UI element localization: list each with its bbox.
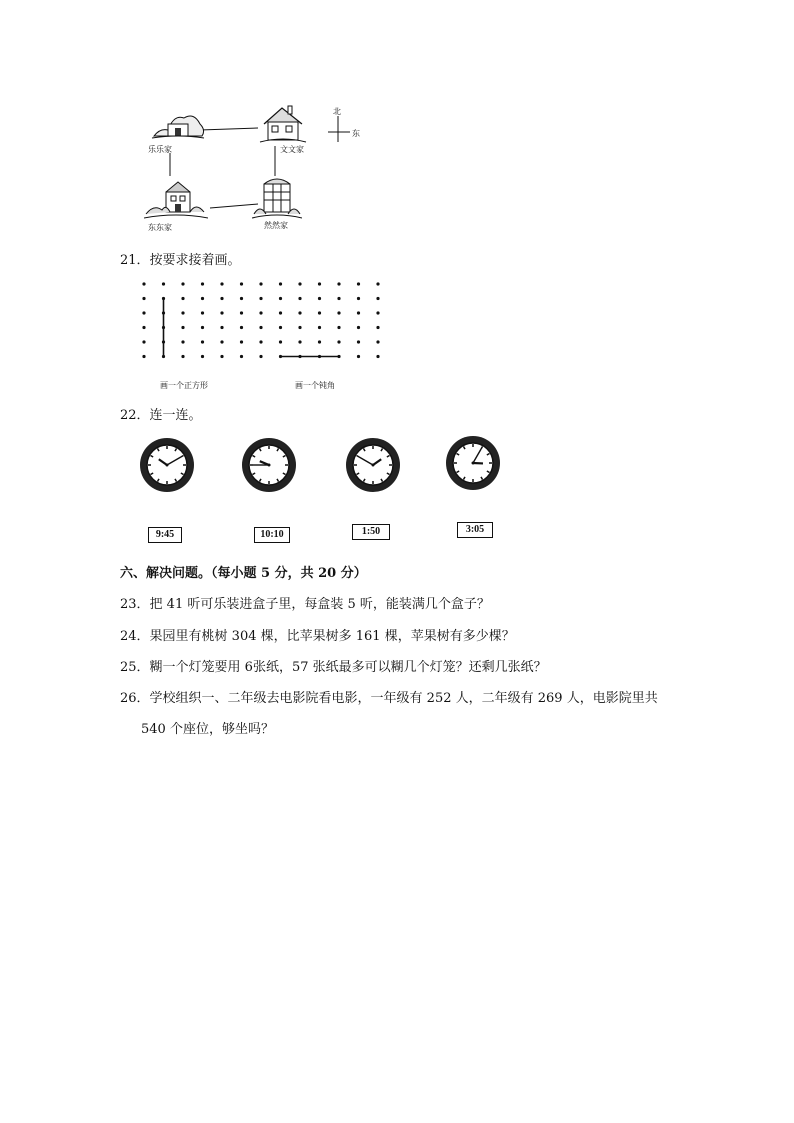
- time-box-3: 1:50: [352, 524, 390, 540]
- house-ranran: [252, 174, 302, 230]
- question-26-line-1: 26．学校组织一、二年级去电影院看电影，一年级有 252 人，二年级有 269 人，电影院里共: [120, 691, 658, 706]
- question-23: 23．把 41 听可乐装进盒子里，每盒装 5 听，能装满几个盒子？: [120, 597, 490, 612]
- grid-dot: [181, 282, 184, 285]
- grid-dot: [318, 282, 321, 285]
- grid-dot: [376, 326, 379, 329]
- grid-dot: [298, 297, 301, 300]
- grid-dot: [318, 297, 321, 300]
- grid-dot: [162, 282, 165, 285]
- grid-dot: [201, 282, 204, 285]
- grid-dot: [279, 282, 282, 285]
- clock-face-3: [344, 436, 402, 494]
- grid-dot: [142, 282, 145, 285]
- grid-dot: [337, 311, 340, 314]
- question-24: 24．果园里有桃树 304 棵，比苹果树多 161 棵，苹果树有多少棵？: [120, 629, 515, 644]
- grid-dot: [142, 355, 145, 358]
- grid-dot: [201, 355, 204, 358]
- grid-dot: [142, 311, 145, 314]
- grid-dot: [357, 355, 360, 358]
- grid-dot: [240, 326, 243, 329]
- house-label: 乐乐家: [148, 145, 172, 154]
- grid-dot: [376, 311, 379, 314]
- grid-dot: [376, 282, 379, 285]
- grid-dot: [259, 340, 262, 343]
- compass-north-label: 北: [333, 107, 341, 116]
- grid-dot: [181, 297, 184, 300]
- clock-center: [166, 464, 169, 467]
- grid-dot: [357, 340, 360, 343]
- grid-dot: [240, 282, 243, 285]
- clock-center: [372, 464, 375, 467]
- house-icon: [252, 174, 302, 220]
- grid-dot: [220, 355, 223, 358]
- grid-dot: [181, 355, 184, 358]
- grid-dot: [298, 340, 301, 343]
- compass-east-label: 东: [352, 129, 360, 138]
- house-label: 然然家: [264, 221, 288, 230]
- grid-dot: [201, 326, 204, 329]
- grid-dot: [240, 340, 243, 343]
- grid-dot: [318, 340, 321, 343]
- grid-dot: [279, 311, 282, 314]
- grid-dot: [240, 311, 243, 314]
- grid-dot: [376, 355, 379, 358]
- grid-dot: [240, 355, 243, 358]
- time-box-2: 10:10: [254, 527, 290, 543]
- grid-dot: [318, 311, 321, 314]
- grid-dot: [259, 297, 262, 300]
- grid-dot: [220, 311, 223, 314]
- house-lele: [148, 106, 206, 154]
- question-26-line-2: 540 个座位，够坐吗？: [141, 722, 274, 737]
- clock-center: [472, 462, 475, 465]
- grid-dot: [220, 297, 223, 300]
- question-21: 21．按要求接着画。: [120, 253, 241, 268]
- grid-dot: [357, 282, 360, 285]
- grid-dot: [337, 326, 340, 329]
- time-box-1: 9:45: [148, 527, 182, 543]
- grid-dot: [220, 326, 223, 329]
- time-box-4: 3:05: [457, 522, 493, 538]
- grid-dot: [279, 326, 282, 329]
- grid-dot: [337, 282, 340, 285]
- clock-face-4: [444, 434, 502, 492]
- compass: [326, 106, 362, 140]
- dot-grid: [138, 278, 398, 368]
- grid-dot: [201, 311, 204, 314]
- grid-dot: [357, 311, 360, 314]
- grid-dot: [259, 355, 262, 358]
- grid-dot: [376, 297, 379, 300]
- grid-dot: [298, 326, 301, 329]
- grid-dot: [298, 311, 301, 314]
- grid-dot: [318, 326, 321, 329]
- question-25: 25．糊一个灯笼要用 6张纸，57 张纸最多可以糊几个灯笼？还剩几张纸？: [120, 660, 547, 675]
- grid-dot: [142, 326, 145, 329]
- grid-dot: [259, 326, 262, 329]
- label-draw-obtuse-angle: 画一个钝角: [295, 381, 335, 390]
- section-6-title: 六、解决问题。（每小题 5 分，共 20 分）: [120, 566, 367, 581]
- house-icon: [144, 178, 208, 220]
- house-label: 东东家: [148, 223, 172, 232]
- grid-dot: [357, 326, 360, 329]
- label-draw-square: 画一个正方形: [160, 381, 208, 390]
- grid-dot: [220, 282, 223, 285]
- house-icon: [258, 104, 308, 144]
- grid-dot: [220, 340, 223, 343]
- grid-dot: [201, 297, 204, 300]
- grid-dot: [142, 340, 145, 343]
- grid-dot: [337, 297, 340, 300]
- house-label: 文文家: [280, 145, 304, 154]
- grid-dot: [279, 297, 282, 300]
- grid-dot: [259, 282, 262, 285]
- grid-dot: [181, 326, 184, 329]
- house-dongdong: [144, 178, 208, 232]
- house-wenwen: [258, 104, 308, 154]
- grid-dot: [181, 311, 184, 314]
- house-icon: [150, 106, 206, 142]
- grid-dot: [201, 340, 204, 343]
- grid-dot: [298, 282, 301, 285]
- clock-face-2: [240, 436, 298, 494]
- grid-dot: [279, 340, 282, 343]
- grid-dot: [376, 340, 379, 343]
- grid-dot: [337, 340, 340, 343]
- clock-face-1: [138, 436, 196, 494]
- direction-map: [140, 98, 380, 233]
- grid-dot: [240, 297, 243, 300]
- clock-center: [268, 464, 271, 467]
- grid-dot: [357, 297, 360, 300]
- grid-dot: [259, 311, 262, 314]
- question-22: 22．连一连。: [120, 408, 202, 423]
- grid-dot: [181, 340, 184, 343]
- grid-dot: [142, 297, 145, 300]
